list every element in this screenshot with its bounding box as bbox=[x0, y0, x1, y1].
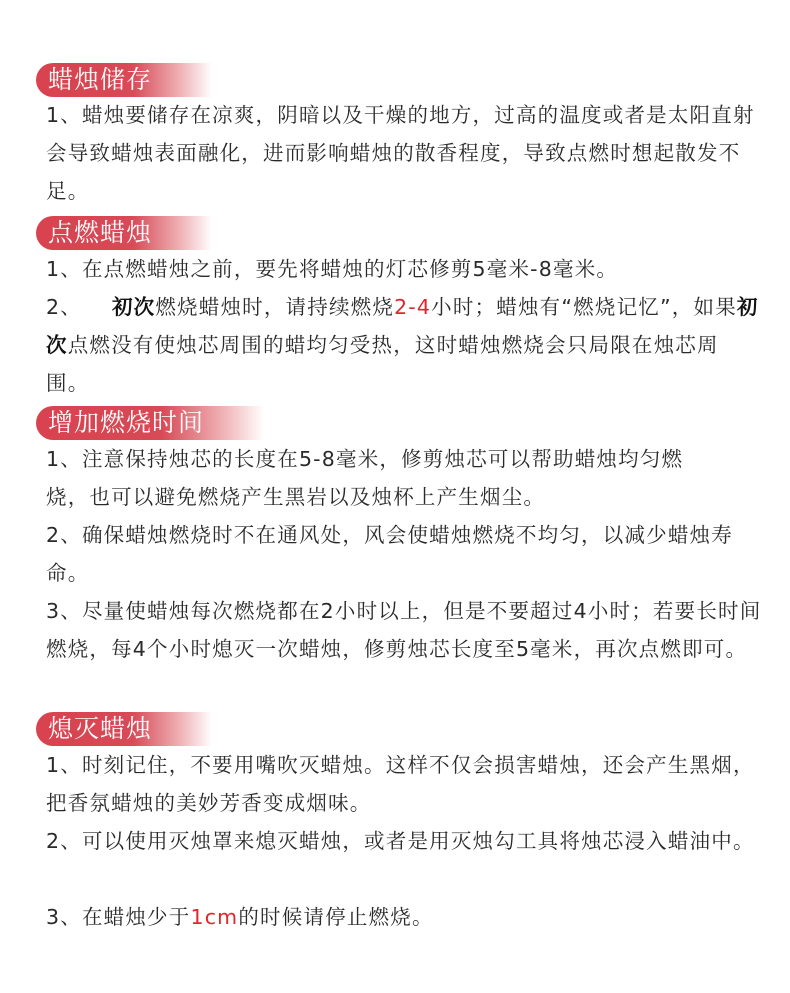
lighting-p2-prefix: 2、 bbox=[46, 295, 82, 319]
extinguish-paragraph-3 bbox=[46, 898, 762, 936]
lighting-p2-text-a: 燃烧蜡烛时，请持续燃烧 bbox=[155, 295, 395, 319]
burn-time-paragraph-2: 2、确保蜡烛燃烧时不在通风处，风会使蜡烛燃烧不均匀，以减少蜡烛寿命。 bbox=[46, 523, 733, 585]
section-title-burn-time: 增加燃烧时间 bbox=[36, 406, 264, 440]
burn-time-paragraph-1: 1、注意保持烛芯的长度在5-8毫米，修剪烛芯可以帮助蜡烛均匀燃烧，也可以避免燃烧产生黑岩以及烛杯上产生烟尘。 bbox=[46, 447, 684, 509]
burn-time-paragraph-3: 3、尽量使蜡烛每次燃烧都在2小时以上，但是不要超过4小时；若要长时间燃烧，每4个小时熄灭一次蜡烛，修剪烛芯长度至5毫米，再次点燃即可。 bbox=[46, 599, 762, 661]
extinguish-paragraph-1: 1、时刻记住，不要用嘴吹灭蜡烛。这样不仅会损害蜡烛，还会产生黑烟，把香氛蜡烛的美妙芳香变成烟味。 bbox=[46, 753, 755, 815]
lighting-paragraph-2 bbox=[46, 288, 762, 402]
extinguish-p3-text-a: 3、在蜡烛少于 bbox=[46, 905, 191, 929]
burn-hours-highlight: 2-4 bbox=[394, 295, 432, 319]
lighting-paragraph-1: 1、在点燃蜡烛之前，要先将蜡烛的灯芯修剪5毫米-8毫米。 bbox=[46, 257, 619, 281]
min-height-highlight: 1cm bbox=[190, 905, 239, 929]
extinguish-p3-text-b: 的时候请停止燃烧。 bbox=[238, 905, 434, 929]
extinguish-paragraph-2: 2、可以使用灭烛罩来熄灭蜡烛，或者是用灭烛勾工具将烛芯浸入蜡油中。 bbox=[46, 829, 755, 853]
first-time-emphasis: 初次 bbox=[111, 295, 156, 319]
section-title-extinguish: 熄灭蜡烛 bbox=[36, 712, 212, 746]
storage-paragraph-1: 1、蜡烛要储存在凉爽，阴暗以及干燥的地方，过高的温度或者是太阳直射会导致蜡烛表面融化，进而影响蜡烛的散香程度，导致点燃时想起散发不足。 bbox=[46, 103, 755, 203]
section-title-storage: 蜡烛储存 bbox=[36, 63, 212, 97]
first-time-emphasis-2: 初次 bbox=[46, 295, 759, 357]
lighting-p2-text-c: 点燃没有使烛芯周围的蜡均匀受热，这时蜡烛燃烧会只局限在烛芯周围。 bbox=[46, 333, 719, 395]
lighting-p2-text-b: 小时；蜡烛有“燃烧记忆”，如果 bbox=[431, 295, 737, 319]
section-title-lighting: 点燃蜡烛 bbox=[36, 216, 212, 250]
